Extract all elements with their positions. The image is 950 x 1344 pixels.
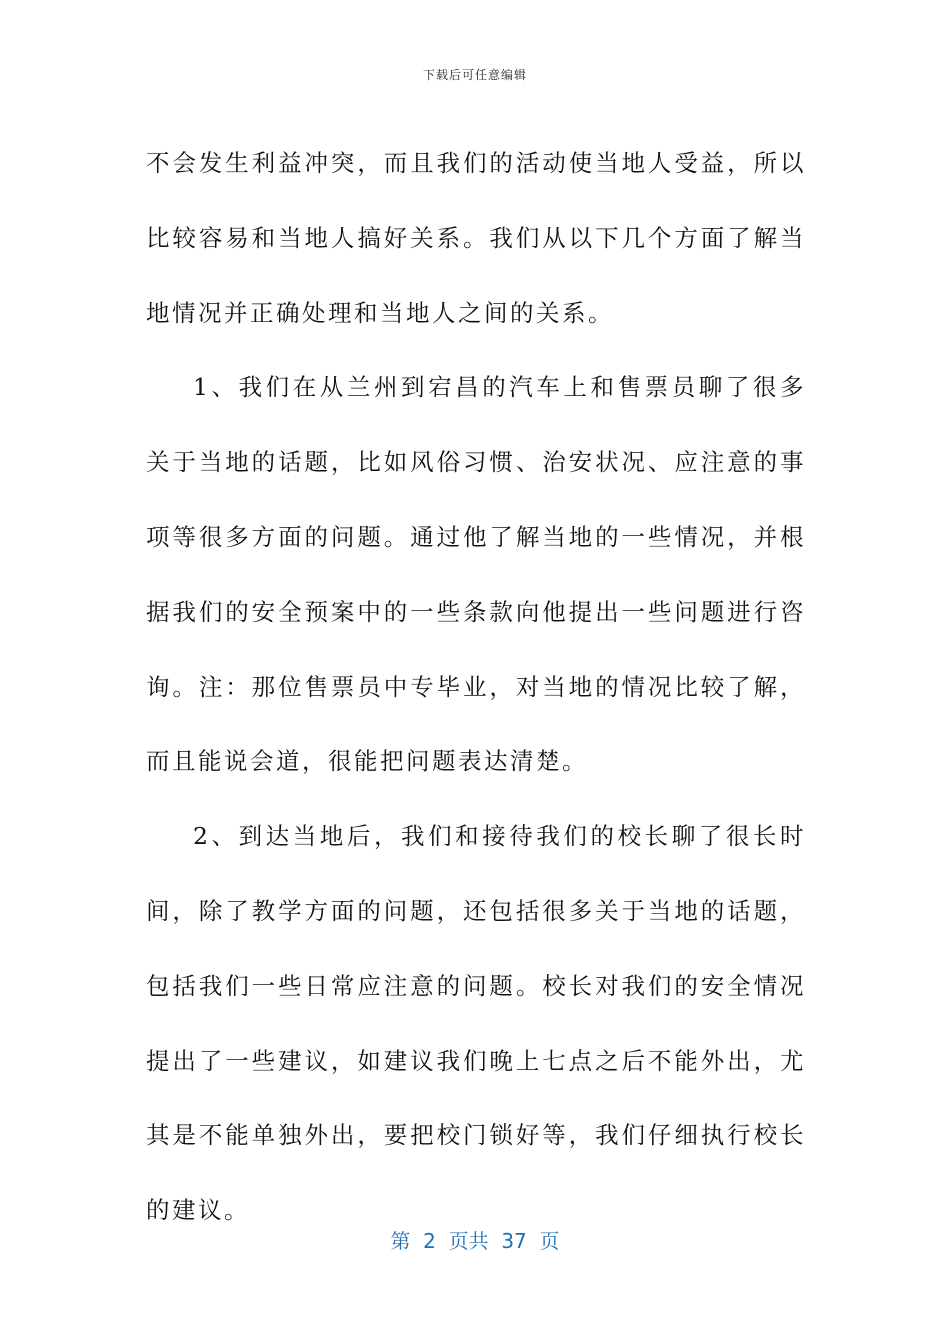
page-number-footer: 第 2 页共 37 页 bbox=[390, 1229, 560, 1253]
paragraph-3: 2、到达当地后，我们和接待我们的校长聊了很长时间，除了教学方面的问题，还包括很多关于当地的话题，包括我们一些日常应注意的问题。校长对我们的安全情况提出了一些建议，如建议我们晚上七点之后不能外出，尤其是不能单独外出，要把校门锁好等，我们仔细执行校长的建议。 bbox=[146, 822, 806, 1225]
page-header: 下载后可任意编辑 bbox=[422, 68, 527, 82]
paragraph-1: 不会发生利益冲突，而且我们的活动使当地人受益，所以比较容易和当地人搞好关系。我们从以下几个方面了解当地情况并正确处理和当地人之间的关系。 bbox=[146, 149, 806, 327]
paragraph-2: 1、我们在从兰州到宕昌的汽车上和售票员聊了很多关于当地的话题，比如风俗习惯、治安状况、应注意的事项等很多方面的问题。通过他了解当地的一些情况，并根据我们的安全预案中的一些条款向他提出一些问题进行咨询。注：那位售票员中专毕业，对当地的情况比较了解，而且能说会道，很能把问题表达清楚。 bbox=[146, 373, 806, 776]
document-body bbox=[146, 126, 806, 1248]
